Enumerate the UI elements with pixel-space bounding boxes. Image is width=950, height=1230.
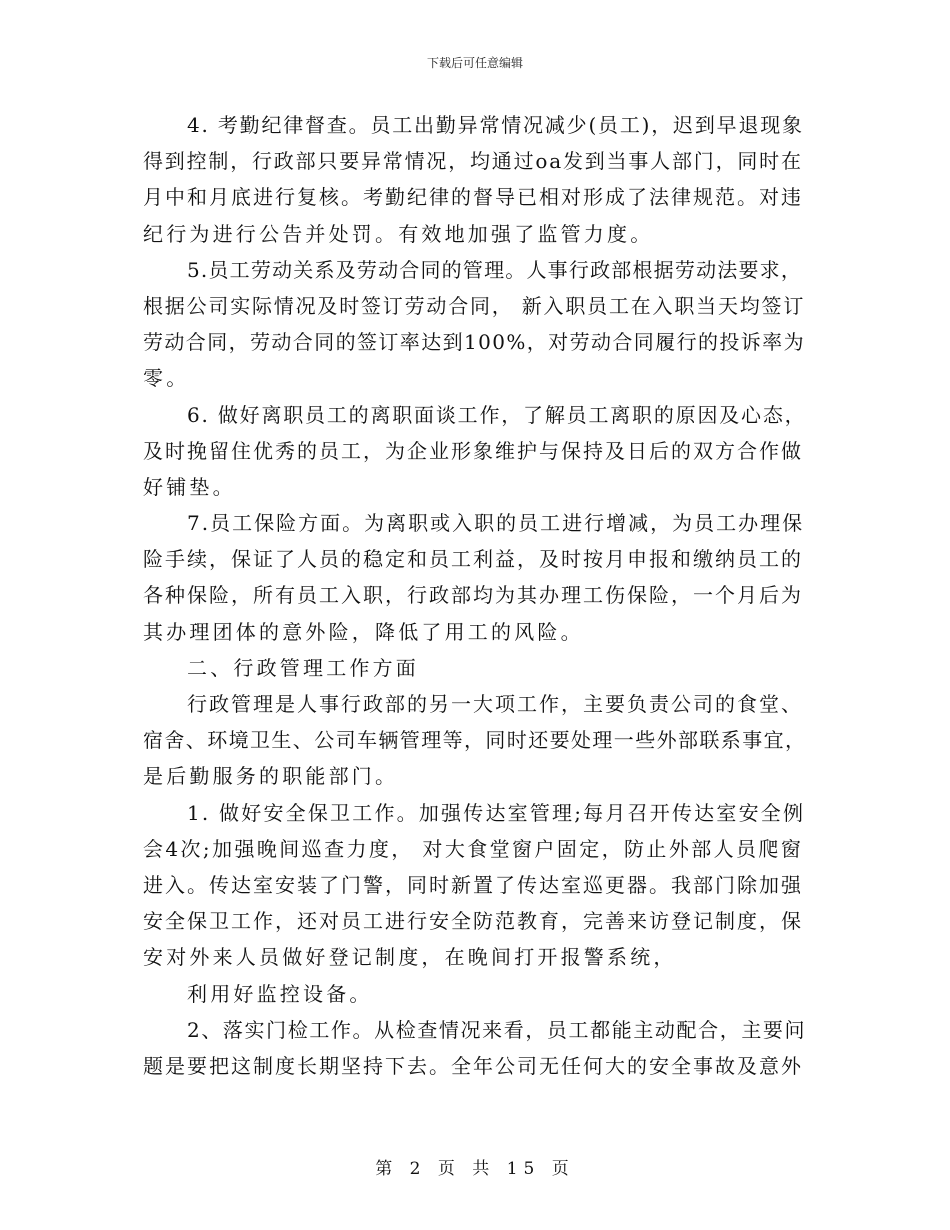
paragraph-line: 各种保险，所有员工入职，行政部均为其办理工伤保险，一个月后为	[143, 583, 803, 608]
paragraph-line: 1. 做好安全保卫工作。加强传达室管理;每月召开传达室安全例	[187, 800, 806, 825]
section-heading: 二、行政管理工作方面	[187, 655, 419, 680]
paragraph-line: 及时挽留住优秀的员工，为企业形象维护与保持及日后的双方合作做	[143, 438, 803, 463]
paragraph-line: 会4次;加强晚间巡查力度， 对大食堂窗户固定，防止外部人员爬窗	[143, 836, 804, 861]
paragraph-line: 利用好监控设备。	[187, 981, 373, 1006]
paragraph-line: 好铺垫。	[143, 474, 236, 499]
paragraph-line: 题是要把这制度长期坚持下去。全年公司无任何大的安全事故及意外	[143, 1053, 803, 1078]
paragraph-line: 7.员工保险方面。为离职或入职的员工进行增减，为员工办理保	[187, 511, 805, 536]
document-body	[143, 107, 806, 1084]
paragraph-line: 险手续，保证了人员的稳定和员工利益，及时按月申报和缴纳员工的	[143, 547, 803, 572]
paragraph-line: 4. 考勤纪律督查。员工出勤异常情况减少(员工)，迟到早退现象	[187, 113, 804, 137]
paragraph-line: 5.员工劳动关系及劳动合同的管理。人事行政部根据劳动法要求，	[187, 257, 803, 282]
paragraph-line: 根据公司实际情况及时签订劳动合同， 新入职员工在入职当天均签订	[143, 293, 806, 318]
paragraph-line: 安全保卫工作，还对员工进行安全防范教育，完善来访登记制度，保	[143, 909, 803, 934]
paragraph-line: 月中和月底进行复核。考勤纪律的督导已相对形成了法律规范。对违	[143, 185, 803, 210]
paragraph-line: 宿舍、环境卫生、公司车辆管理等，同时还要处理一些外部联系事宜，	[143, 728, 806, 753]
paragraph-line: 行政管理是人事行政部的另一大项工作，主要负责公司的食堂、	[187, 692, 803, 716]
paragraph-line: 6. 做好离职员工的离职面谈工作，了解员工离职的原因及心态，	[187, 402, 806, 427]
page-header: 下载后可任意编辑	[426, 56, 523, 70]
paragraph-line: 其办理团体的意外险，降低了用工的风险。	[143, 619, 584, 644]
paragraph-line: 零。	[143, 366, 190, 391]
paragraph-line: 安对外来人员做好登记制度，在晚间打开报警系统，	[143, 945, 677, 970]
paragraph-line: 得到控制，行政部只要异常情况，均通过oa发到当事人部门，同时在	[143, 149, 803, 174]
paragraph-line: 2、落实门检工作。从检查情况来看，员工都能主动配合，主要问	[187, 1017, 806, 1042]
page-footer: 第 2 页 共 15 页	[375, 1159, 575, 1179]
paragraph-line: 纪行为进行公告并处罚。有效地加强了监管力度。	[143, 221, 654, 246]
paragraph-line: 进入。传达室安装了门警，同时新置了传达室巡更器。我部门除加强	[143, 872, 803, 897]
paragraph-line: 劳动合同，劳动合同的签订率达到100%，对劳动合同履行的投诉率为	[143, 330, 805, 355]
paragraph-line: 是后勤服务的职能部门。	[143, 764, 399, 789]
